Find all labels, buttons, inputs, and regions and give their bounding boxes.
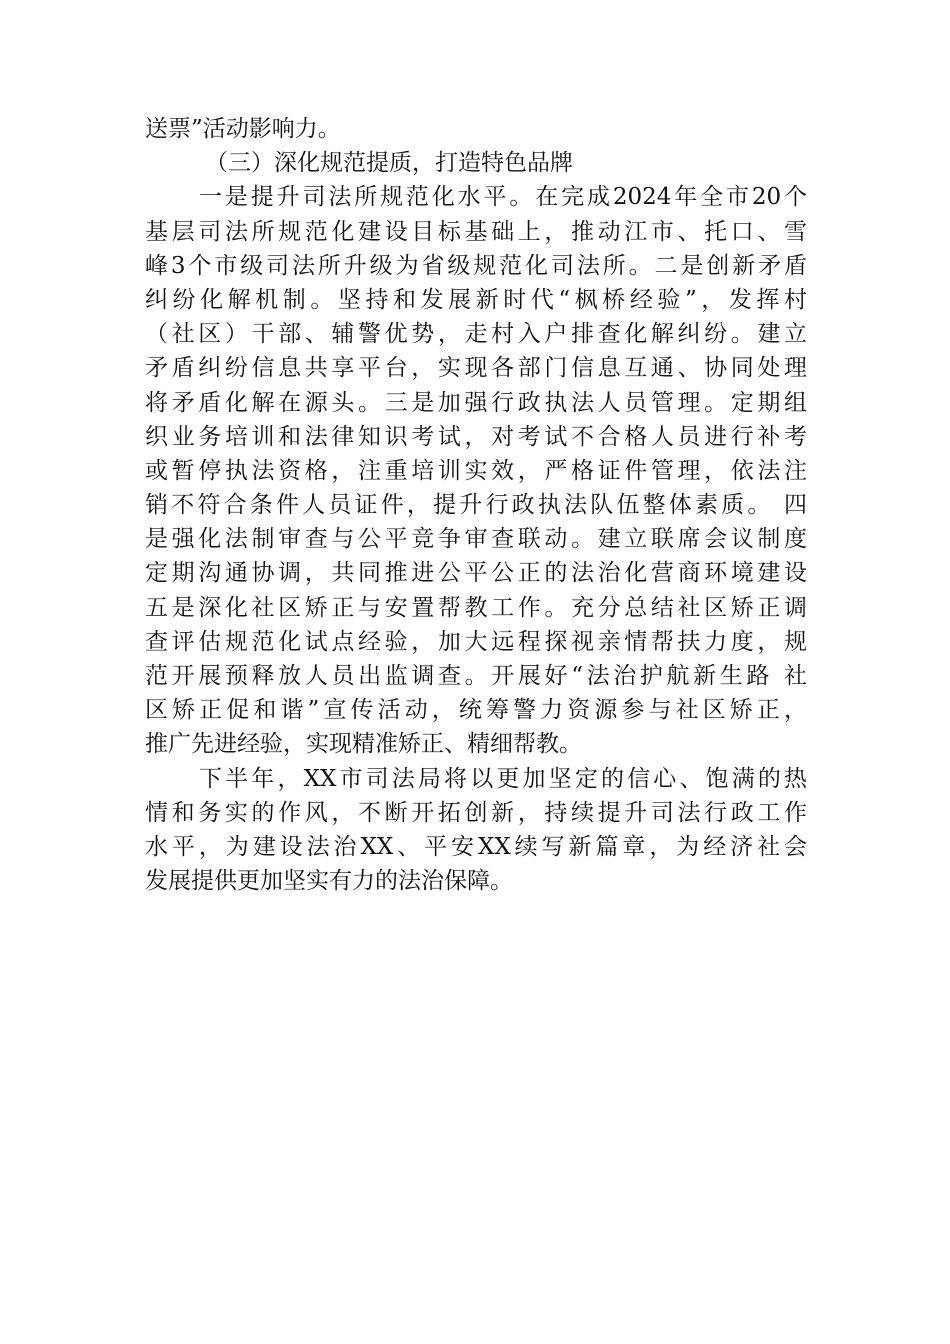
document-body — [145, 112, 807, 898]
text-line: 将矛盾化解在源头。三是加强行政执法人员管理。定期组 — [145, 389, 807, 416]
text-line: 织业务培训和法律知识考试，对考试不合格人员进行补考 — [145, 423, 807, 450]
text-line: 或暂停执法资格，注重培训实效，严格证件管理，依法注 — [145, 457, 807, 484]
text-line: 推广先进经验，实现精准矫正、精细帮教。 — [145, 731, 582, 758]
text-line: 五是深化社区矫正与安置帮教工作。充分总结社区矫正调 — [145, 594, 807, 621]
text-line: 矛盾纠纷信息共享平台，实现各部门信息互通、协同处理 — [145, 355, 807, 382]
text-line: 送票”活动影响力。 — [145, 116, 341, 142]
text-line: 定期沟通协调，共同推进公平公正的法治化营商环境建设 — [145, 560, 807, 587]
text-line: （社区）干部、辅警优势，走村入户排查化解纠纷。建立 — [145, 321, 807, 348]
text-line: 情和务实的作风，不断开拓创新，持续提升司法行政工作 — [145, 799, 807, 826]
text-line: 发展提供更加坚实有力的法治保障。 — [145, 868, 513, 895]
text-line: 销不符合条件人员证件，提升行政执法队伍整体素质。 四 — [145, 492, 807, 519]
text-line: 水平，为建设法治XX、平安XX续写新篇章，为经济社会 — [145, 833, 807, 860]
text-line: 是强化法制审查与公平竞争审查联动。建立联席会议制度 — [145, 526, 807, 553]
text-line: 范开展预释放人员出监调查。开展好“法治护航新生路 社 — [145, 663, 807, 689]
text-line: 区矫正促和谐”宣传活动，统筹警力资源参与社区矫正， — [145, 697, 807, 724]
text-line: 一是提升司法所规范化水平。在完成2024年全市20个 — [199, 184, 807, 211]
text-line: 峰3个市级司法所升级为省级规范化司法所。二是创新矛盾 — [145, 252, 807, 279]
text-line: 基层司法所规范化建设目标基础上，推动江市、托口、雪 — [145, 218, 807, 245]
text-line: 查评估规范化试点经验，加大远程探视亲情帮扶力度，规 — [145, 628, 807, 655]
text-line: 下半年，XX市司法局将以更加坚定的信心、饱满的热 — [199, 765, 807, 792]
text-line: 纠纷化解机制。坚持和发展新时代“枫桥经验”，发挥村 — [145, 286, 807, 313]
section-heading: （三）深化规范提质，打造特色品牌 — [205, 150, 573, 177]
